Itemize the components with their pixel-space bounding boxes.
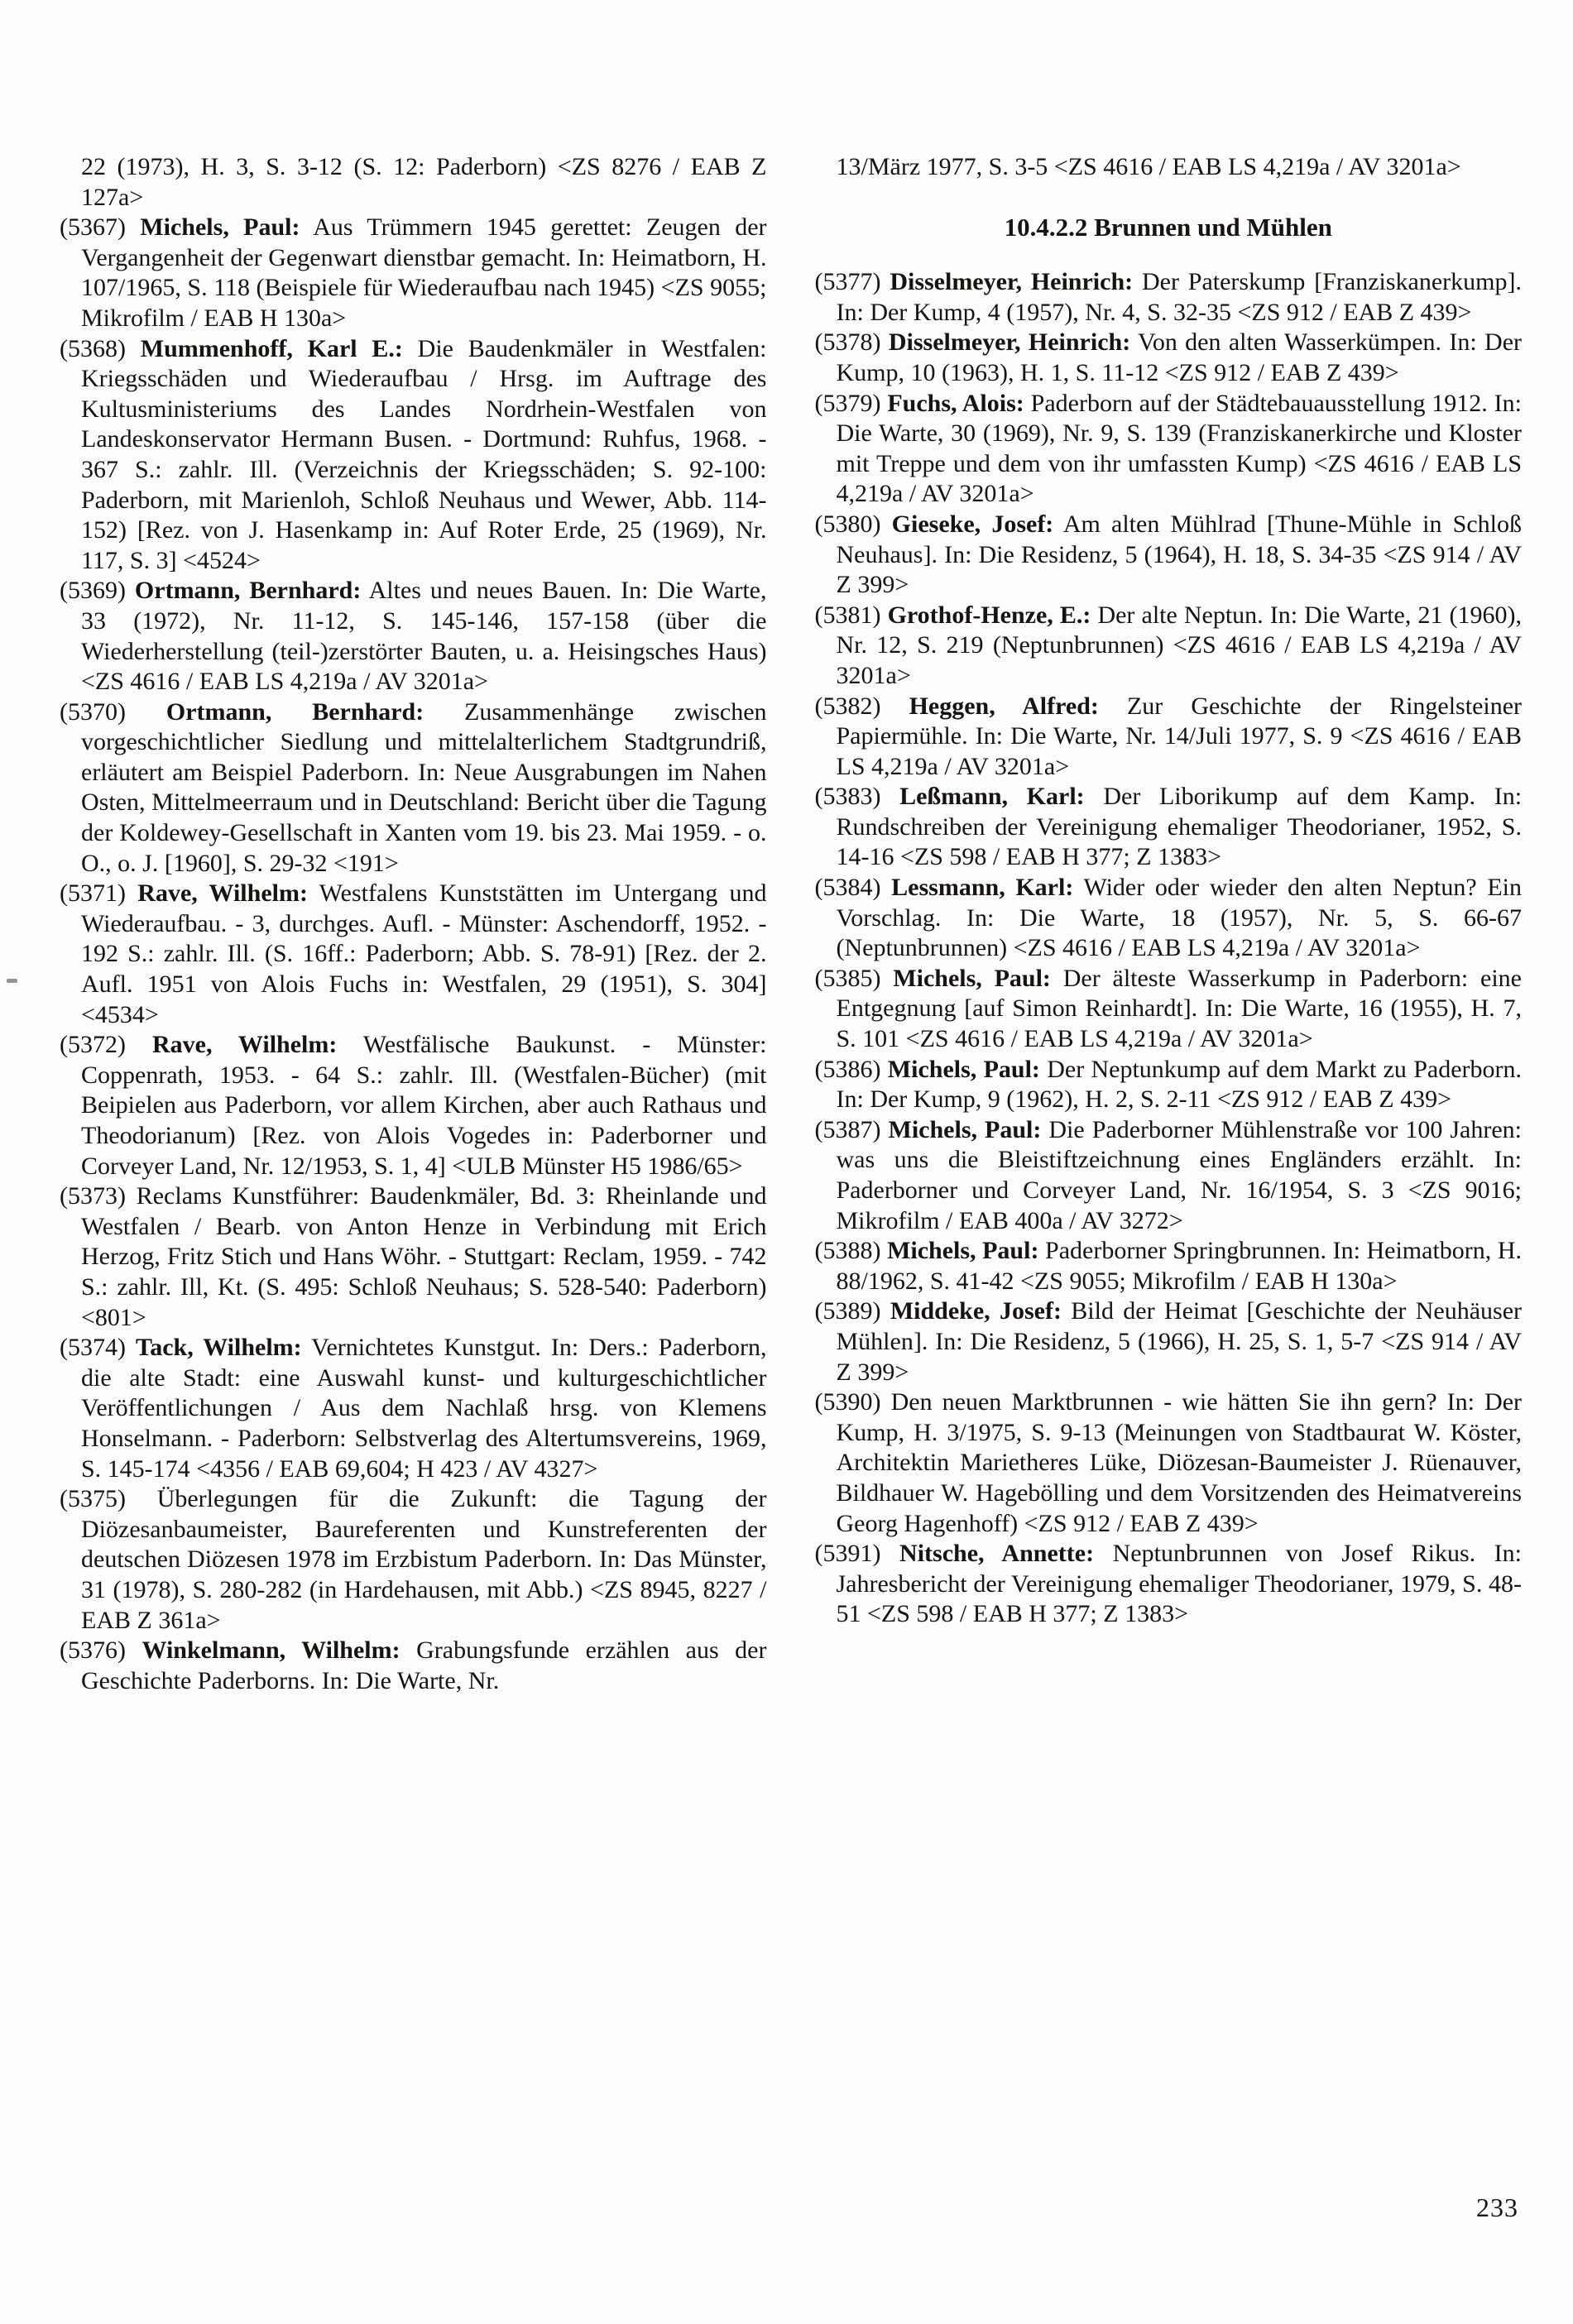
entry-number: (5387) <box>814 1115 881 1143</box>
bibliography-entry <box>815 1296 1523 1387</box>
entry-author: Nitsche, Annette: <box>899 1540 1095 1568</box>
entry-author: Middeke, Josef: <box>890 1297 1062 1325</box>
entry-text: Westfälische Baukunst. - Münster: Coppenrath, 1953. - 64 S.: zahlr. Ill. (Westfalen-Bücher) (mit Beipielen aus Paderborn, vor allem Kirchen, aber auch Rathaus und Theodorianum) [Rez. von Alois Vogedes in: Paderborner und Corveyer Land, Nr. 12/1953, S. 1, 4] <ULB Münster H5 1986/65> <box>81 1031 767 1180</box>
entry-author: Ortmann, Bernhard: <box>165 697 424 726</box>
bibliography-entry <box>60 1636 767 1696</box>
bibliography-entry <box>60 1181 767 1333</box>
entry-number: (5383) <box>814 783 881 811</box>
entry-number: (5376) <box>60 1636 126 1665</box>
bibliography-entry <box>815 964 1523 1055</box>
page-number: 233 <box>1476 2192 1518 2222</box>
entry-number: (5380) <box>814 510 881 538</box>
left-column <box>60 152 767 1696</box>
entry-text: Neptunbrunnen von Josef Rikus. In: Jahresbericht der Vereinigung ehemaliger Theodorianer, 1979, S. 48-51 <ZS 598 / EAB H 377; Z 1383> <box>836 1540 1523 1628</box>
entry-text: Grabungsfunde erzählen aus der Geschichte Paderborns. In: Die Warte, Nr. <box>81 1636 767 1694</box>
entry-author: Michels, Paul: <box>888 1115 1042 1143</box>
entry-number: (5388) <box>814 1237 881 1265</box>
entry-number: (5370) <box>60 697 126 726</box>
entry-text: Die Paderborner Mühlenstraße vor 100 Jahren: was uns die Bleistiftzeichnung eines Engländers erzählt. In: Paderborner und Corveyer Land, Nr. 16/1954, S. 3 <ZS 9016; Mikrofilm / EAB 400a / AV 3272> <box>836 1115 1523 1234</box>
entry-text: Aus Trümmern 1945 gerettet: Zeugen der Vergangenheit der Gegenwart dienstbar gemacht. In: Heimatborn, H. 107/1965, S. 118 (Beispiele für Wiederaufbau nach 1945) <ZS 9055; Mikrofilm / EAB H 130a> <box>81 213 767 332</box>
entry-text: Zusammenhänge zwischen vorgeschichtlicher Siedlung und mittelalterlichem Stadtgrundriß, erläutert am Beispiel Paderborn. In: Neue Ausgrabungen im Nahen Osten, Mittelmeerraum und in Deutschland: Bericht über die Tagung der Koldewey-Gesellschaft in Xanten vom 19. bis 23. Mai 1959. - o. O., o. J. [1960], S. 29-32 <191> <box>81 697 767 877</box>
entry-author: Gieseke, Josef: <box>891 510 1054 538</box>
entry-number: (5378) <box>814 328 881 357</box>
entry-text: Der Neptunkump auf dem Markt zu Paderborn. In: Der Kump, 9 (1962), H. 2, S. 2-11 <ZS 912 / EAB Z 439> <box>836 1055 1523 1114</box>
entry-text: Westfalens Kunststätten im Untergang und Wiederaufbau. - 3, durchges. Aufl. - Münster: Aschendorff, 1952. - 192 S.: zahlr. Ill. (S. 16ff.: Paderborn; Abb. S. 78-91) [Rez. der 2. Aufl. 1951 von Alois Fuchs in: Westfalen, 29 (1951), S. 304] <4534> <box>81 879 767 1028</box>
bibliography-entry <box>815 782 1523 873</box>
entry-number: (5373) <box>60 1182 126 1210</box>
entry-text: Der älteste Wasserkump in Paderborn: eine Entgegnung [auf Simon Reinhardt]. In: Die Warte, 16 (1955), H. 7, S. 101 <ZS 4616 / EAB LS 4,219a / AV 3201a> <box>836 964 1522 1053</box>
entry-author: Disselmeyer, Heinrich: <box>890 268 1134 296</box>
bibliography-entry <box>815 510 1523 601</box>
bibliography-entry <box>60 1030 767 1181</box>
bibliography-entry <box>60 879 767 1030</box>
entry-author: Michels, Paul: <box>140 213 300 242</box>
entry-continuation-left: 22 (1973), H. 3, S. 3-12 (S. 12: Paderborn) <ZS 8276 / EAB Z 127a> <box>81 153 767 211</box>
entry-number: (5375) <box>60 1485 126 1513</box>
bibliography-entry <box>60 697 767 879</box>
entry-text: Die Baudenkmäler in Westfalen: Kriegsschäden und Wiederaufbau / Hrsg. im Auftrage des Kultusministeriums des Landes Nordrhein-Westfalen von Landeskonservator Hermann Busen. - Dortmund: Ruhfus, 1968. - 367 S.: zahlr. Ill. (Verzeichnis der Kriegsschäden; S. 92-100: Paderborn, mit Marienloh, Schloß Neuhaus und Wewer, Abb. 114-152) [Rez. von J. Hasenkamp in: Auf Roter Erde, 25 (1969), Nr. 117, S. 3] <4524> <box>81 334 767 574</box>
bibliography-entry <box>815 692 1523 783</box>
entry-author: Heggen, Alfred: <box>909 692 1099 720</box>
right-column <box>815 152 1523 1696</box>
entry-number: (5367) <box>60 213 126 242</box>
bibliography-entry <box>815 1055 1523 1115</box>
entry-text: Den neuen Marktbrunnen - wie hätten Sie ihn gern? In: Der Kump, H. 3/1975, S. 9-13 (Meinungen von Stadtbaurat W. Köster, Architektin Marietheres Lüke, Diözesan-Baumeister J. Rüenauver, Bildhauer W. Hagebölling und dem Vorsitzenden des Heimatvereins Georg Hagenhoff) <ZS 912 / EAB Z 439> <box>836 1388 1522 1537</box>
bibliography-entry <box>815 1115 1523 1236</box>
entry-number: (5382) <box>814 692 881 720</box>
entry-number: (5372) <box>60 1031 126 1059</box>
bibliography-entry <box>815 267 1523 328</box>
entry-author: Grothof-Henze, E.: <box>887 601 1091 629</box>
bibliography-entry <box>60 334 767 577</box>
entry-number: (5368) <box>60 334 126 362</box>
bibliography-entry <box>815 1236 1523 1296</box>
entry-author: Leßmann, Karl: <box>899 783 1085 811</box>
bibliography-entry <box>60 213 767 333</box>
entry-author: Ortmann, Bernhard: <box>134 577 362 605</box>
bibliography-entry <box>815 873 1523 964</box>
entry-author: Rave, Wilhelm: <box>137 879 308 908</box>
bibliography-entry <box>60 1333 767 1484</box>
entry-text: Vernichtetes Kunstgut. In: Ders.: Paderborn, die alte Stadt: eine Auswahl kunst- und kulturgeschichtlicher Veröffentlichungen / Aus dem Nachlaß hrsg. von Klemens Honselmann. - Paderborn: Selbstverlag des Altertumsvereins, 1969, S. 145-174 <4356 / EAB 69,604; H 423 / AV 4327> <box>81 1334 767 1483</box>
entry-text: Der Paterskump [Franziskanerkump]. In: Der Kump, 4 (1957), Nr. 4, S. 32-35 <ZS 912 / EAB Z 439> <box>836 268 1522 326</box>
bibliography-entry <box>815 1539 1523 1630</box>
entry-author: Michels, Paul: <box>893 964 1051 992</box>
entry-author: Disselmeyer, Heinrich: <box>888 328 1131 357</box>
entry-number: (5391) <box>814 1540 881 1568</box>
entry-author: Michels, Paul: <box>887 1055 1040 1083</box>
entry-number: (5379) <box>814 389 881 417</box>
entry-author: Winkelmann, Wilhelm: <box>141 1636 400 1665</box>
entry-number: (5386) <box>814 1055 881 1083</box>
entry-author: Rave, Wilhelm: <box>151 1031 338 1059</box>
entry-text: Von den alten Wasserkümpen. In: Der Kump, 10 (1963), H. 1, S. 11-12 <ZS 912 / EAB Z 439> <box>836 328 1523 386</box>
entry-number: (5390) <box>814 1388 881 1416</box>
entry-number: (5381) <box>814 601 881 629</box>
entry-text: Überlegungen für die Zukunft: die Tagung der Diözesanbaumeister, Baureferenten und Kunstreferenten der deutschen Diözesen 1978 im Erzbistum Paderborn. In: Das Münster, 31 (1978), S. 280-282 (in Hardehausen, mit Abb.) <ZS 8945, 8227 / EAB Z 361a> <box>81 1485 767 1634</box>
entry-number: (5374) <box>60 1334 126 1362</box>
entry-text: Der alte Neptun. In: Die Warte, 21 (1960), Nr. 12, S. 219 (Neptunbrunnen) <ZS 4616 / EAB LS 4,219a / AV 3201a> <box>836 601 1523 689</box>
entry-number: (5371) <box>60 879 126 908</box>
entry-author: Lessmann, Karl: <box>891 874 1074 902</box>
entry-number: (5384) <box>814 874 881 902</box>
entry-number: (5377) <box>814 268 881 296</box>
entry-author: Mummenhoff, Karl E.: <box>140 334 403 362</box>
bibliography-entry <box>815 389 1523 510</box>
bibliography-entry <box>60 1484 767 1636</box>
section-heading: 10.4.2.2 Brunnen und Mühlen <box>1004 212 1332 242</box>
entry-number: (5369) <box>60 577 126 605</box>
left-column-entries <box>60 213 767 1696</box>
bibliography-entry <box>60 576 767 697</box>
entry-number: (5385) <box>814 964 881 992</box>
bibliography-entry <box>815 328 1523 388</box>
entry-text: Wider oder wieder den alten Neptun? Ein Vorschlag. In: Die Warte, 18 (1957), Nr. 5, S. 66-67 (Neptunbrunnen) <ZS 4616 / EAB LS 4,219a / AV 3201a> <box>836 874 1523 962</box>
entry-text: Am alten Mühlrad [Thune-Mühle in Schloß Neuhaus]. In: Die Residenz, 5 (1964), H. 18, S. 34-35 <ZS 914 / AV Z 399> <box>836 510 1522 599</box>
entry-number: (5389) <box>814 1297 881 1325</box>
entry-text: Altes und neues Bauen. In: Die Warte, 33 (1972), Nr. 11-12, S. 145-146, 157-158 (über die Wiederherstellung (teil-)zerstörter Bauten, u. a. Heisingsches Haus) <ZS 4616 / EAB LS 4,219a / AV 3201a> <box>81 577 767 696</box>
entry-text: Der Liborikump auf dem Kamp. In: Rundschreiben der Vereinigung ehemaliger Theodorianer, 1952, S. 14-16 <ZS 598 / EAB H 377; Z 1383> <box>836 783 1523 871</box>
entry-continuation-right: 13/März 1977, S. 3-5 <ZS 4616 / EAB LS 4,219a / AV 3201a> <box>836 153 1461 180</box>
right-column-entries <box>815 267 1523 1630</box>
entry-text: Zur Geschichte der Ringelsteiner Papiermühle. In: Die Warte, Nr. 14/Juli 1977, S. 9 <ZS 4616 / EAB LS 4,219a / AV 3201a> <box>836 692 1523 780</box>
entry-author: Tack, Wilhelm: <box>135 1334 302 1362</box>
entry-text: Reclams Kunstführer: Baudenkmäler, Bd. 3: Rheinlande und Westfalen / Bearb. von Anton Henze in Verbindung mit Erich Herzog, Fritz Stich und Hans Wöhr. - Stuttgart: Reclam, 1959. - 742 S.: zahlr. Ill, Kt. (S. 495: Schloß Neuhaus; S. 528-540: Paderborn) <801> <box>81 1182 767 1331</box>
entry-text: Bild der Heimat [Geschichte der Neuhäuser Mühlen]. In: Die Residenz, 5 (1966), H. 25, S. 1, 5-7 <ZS 914 / AV Z 399> <box>836 1297 1523 1386</box>
entry-author: Michels, Paul: <box>887 1237 1039 1265</box>
entry-text: Paderborner Springbrunnen. In: Heimatborn, H. 88/1962, S. 41-42 <ZS 9055; Mikrofilm / EAB H 130a> <box>836 1237 1523 1295</box>
entry-author: Fuchs, Alois: <box>887 389 1024 417</box>
bibliography-entry <box>815 1387 1523 1539</box>
entry-text: Paderborn auf der Städtebauausstellung 1912. In: Die Warte, 30 (1969), Nr. 9, S. 139 (Franziskanerkirche und Kloster mit Treppe und dem von ihr umfassten Kump) <ZS 4616 / EAB LS 4,219a / AV 3201a> <box>836 389 1523 508</box>
scan-artifact <box>7 979 17 983</box>
bibliography-entry <box>815 601 1523 692</box>
